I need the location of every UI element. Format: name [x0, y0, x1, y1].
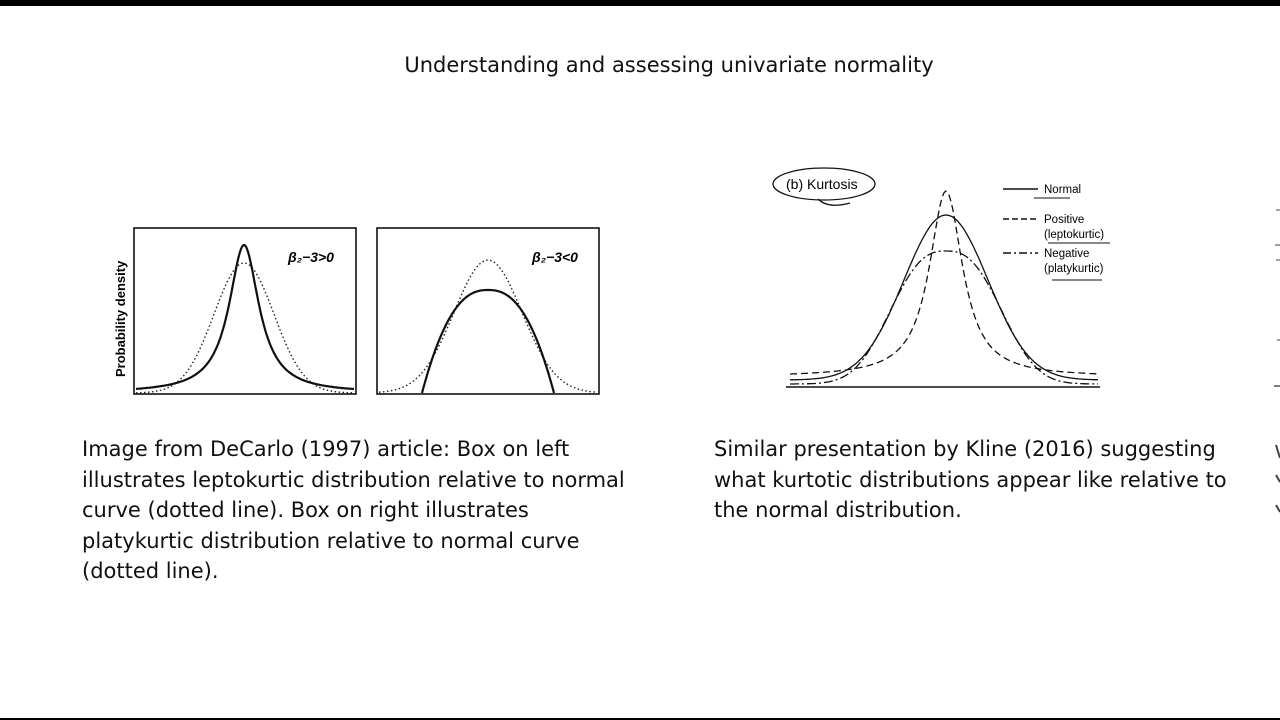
kline-figure: [770, 165, 1130, 400]
right-normal-dotted-curve: [379, 260, 597, 392]
legend-label-negative: Negative: [1044, 248, 1090, 260]
legend-label-platykurtic: (platykurtic): [1044, 263, 1104, 275]
legend-label-positive: Positive: [1044, 214, 1085, 226]
legend-label-normal: Normal: [1044, 184, 1082, 196]
caption-left: Image from DeCarlo (1997) article: Box on left illustrates leptokurtic distribution relative to normal curve (dotted line). Box on right illustrates platykurtic distribution relative to normal curve (dotted line).: [82, 437, 625, 583]
slide-title: Understanding and assessing univariate normality: [404, 53, 934, 77]
legend-label-leptokurtic: (leptokurtic): [1044, 229, 1105, 241]
left-leptokurtic-curve: [136, 245, 354, 389]
ylabel-probability-density: Probability density: [113, 260, 128, 377]
decarlo-figure: [100, 220, 610, 405]
right-platykurtic-curve: [422, 290, 554, 393]
caption-right: Similar presentation by Kline (2016) suggesting what kurtotic distributions appear like relative to the normal distribution.: [714, 437, 1227, 522]
cropped-edge-fragment: [1270, 200, 1280, 520]
panel-left-label: β₂−3>0: [288, 249, 334, 265]
left-normal-dotted-curve: [136, 263, 354, 393]
top-border: [0, 0, 1280, 6]
kurtosis-heading: (b) Kurtosis: [786, 176, 858, 192]
panel-right-label: β₂−3<0: [532, 249, 578, 265]
